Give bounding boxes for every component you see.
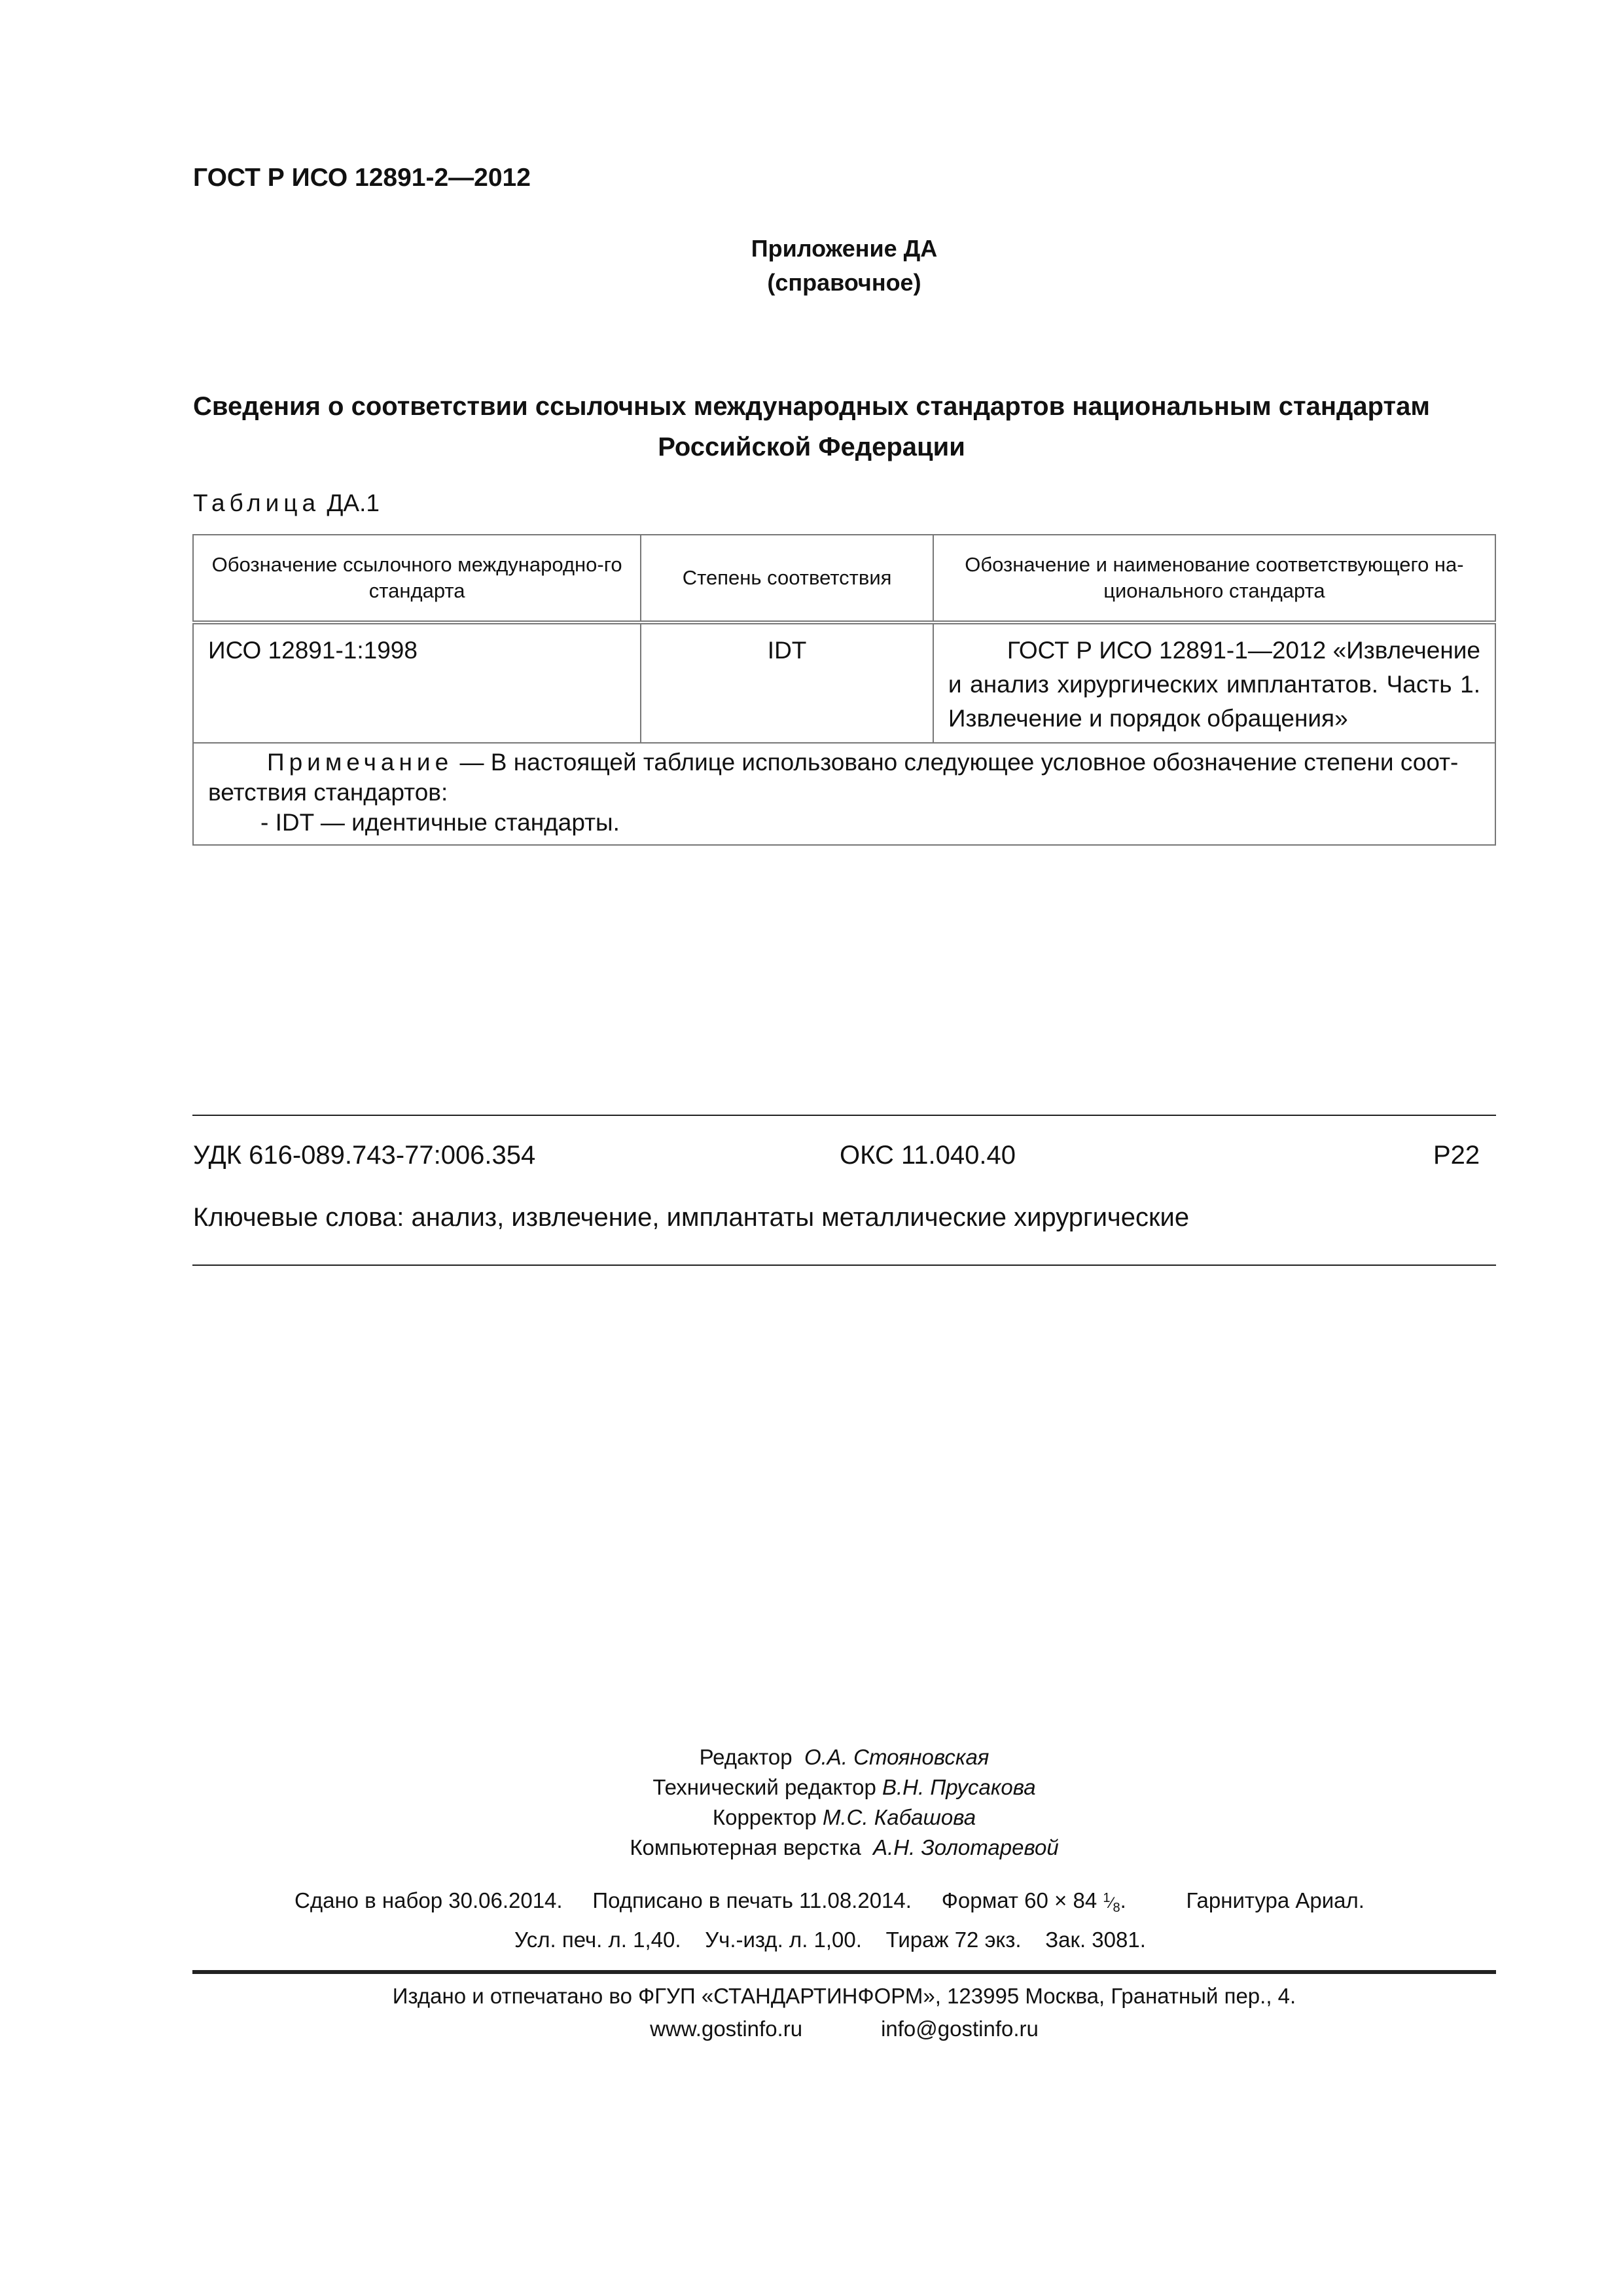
credit-role: Технический редактор	[652, 1775, 876, 1799]
divider-top	[192, 1115, 1496, 1116]
annex-subtitle: (справочное)	[767, 269, 921, 296]
publishing-sheets: Уч.-изд. л. 1,00.	[705, 1928, 862, 1952]
publication-line-1: Сдано в набор 30.06.2014. Подписано в печать 11.08.2014. Формат 60 × 84 $^1⁄_8$. Гарнитура Ариал.	[294, 1888, 1364, 1915]
table-caption-number: ДА.1	[327, 490, 380, 516]
credit-role: Компьютерная верстка	[630, 1835, 861, 1859]
print-run: Тираж 72 экз.	[885, 1928, 1022, 1952]
section-title	[193, 386, 1430, 467]
table-caption-word: Таблица	[193, 490, 321, 516]
table-note	[193, 743, 1495, 845]
publication-line-2	[514, 1928, 1146, 1952]
format-denominator: 8	[1113, 1900, 1120, 1915]
imprint-publisher: Издано и отпечатано во ФГУП «СТАНДАРТИНФОРМ», 123995 Москва, Гранатный пер., 4.	[392, 1984, 1296, 2008]
imprint	[0, 1980, 1623, 2045]
cell-degree: IDT	[641, 622, 933, 743]
signed-to-print: Подписано в печать 11.08.2014.	[592, 1888, 912, 1912]
note-text: — В настоящей таблице использовано следующее условное обозначение степени соот-ветствия стандартов:	[208, 749, 1459, 806]
credit-name: О.А. Стояновская	[804, 1745, 990, 1769]
divider-bottom	[192, 1970, 1496, 1974]
table-caption	[193, 490, 380, 517]
annex-heading	[0, 232, 1623, 300]
imprint-contacts	[0, 2013, 1623, 2045]
column-header-degree: Степень соответствия	[641, 535, 933, 622]
classification-code: Р22	[1433, 1141, 1480, 1170]
imprint-website: www.gostinfo.ru	[650, 2017, 803, 2041]
conformity-table	[192, 534, 1496, 846]
format-numerator: 1	[1103, 1891, 1111, 1905]
print-sheets: Усл. печ. л. 1,40.	[514, 1928, 681, 1952]
oks-code: ОКС 11.040.40	[840, 1141, 1016, 1170]
cell-national-standard	[933, 622, 1495, 743]
note-body	[208, 747, 1480, 808]
column-header-national: Обозначение и наименование соответствующего на-ционального стандарта	[933, 535, 1495, 622]
sent-to-set: Сдано в набор 30.06.2014.	[294, 1888, 563, 1912]
section-title-line-2: Российской Федерации	[658, 433, 965, 461]
credit-name: А.Н. Золотаревой	[873, 1835, 1059, 1859]
document-code: ГОСТ Р ИСО 12891-2—2012	[193, 164, 531, 192]
credit-editor	[0, 1742, 1623, 1772]
imprint-email: info@gostinfo.ru	[881, 2017, 1039, 2041]
credit-layout	[0, 1833, 1623, 1863]
credit-role: Редактор	[699, 1745, 793, 1769]
divider-middle	[192, 1265, 1496, 1266]
format-fraction: $^1⁄_8$	[1103, 1891, 1120, 1915]
table-note-row	[193, 743, 1495, 845]
order-number: Зак. 3081.	[1045, 1928, 1146, 1952]
national-standard-text: ГОСТ Р ИСО 12891-1—2012 «Извлечение и анализ хирургических имплантатов. Часть 1. Извлечение и порядок обращения»	[948, 637, 1480, 732]
section-title-line-1: Сведения о соответствии ссылочных международных стандартов национальным стандартам	[193, 392, 1430, 421]
table-header-row	[193, 535, 1495, 622]
credit-role: Корректор	[712, 1805, 817, 1829]
credit-proofreader	[0, 1803, 1623, 1833]
paper-format: Формат 60 × 84	[941, 1888, 1097, 1912]
note-item: - IDT — идентичные стандарты.	[260, 809, 620, 836]
note-label: Примечание	[267, 749, 454, 776]
credit-name: В.Н. Прусакова	[882, 1775, 1036, 1799]
annex-title: Приложение ДА	[751, 235, 938, 262]
credit-tech-editor	[0, 1772, 1623, 1803]
column-header-reference: Обозначение ссылочного международно-го стандарта	[193, 535, 641, 622]
credits-block	[0, 1742, 1623, 1863]
credit-name: М.С. Кабашова	[822, 1805, 976, 1829]
keywords: Ключевые слова: анализ, извлечение, имплантаты металлические хирургические	[193, 1203, 1190, 1232]
udk-code: УДК 616-089.743-77:006.354	[193, 1141, 536, 1170]
cell-reference-standard: ИСО 12891-1:1998	[193, 622, 641, 743]
typeface: Гарнитура Ариал.	[1186, 1888, 1364, 1912]
table-row	[193, 622, 1495, 743]
